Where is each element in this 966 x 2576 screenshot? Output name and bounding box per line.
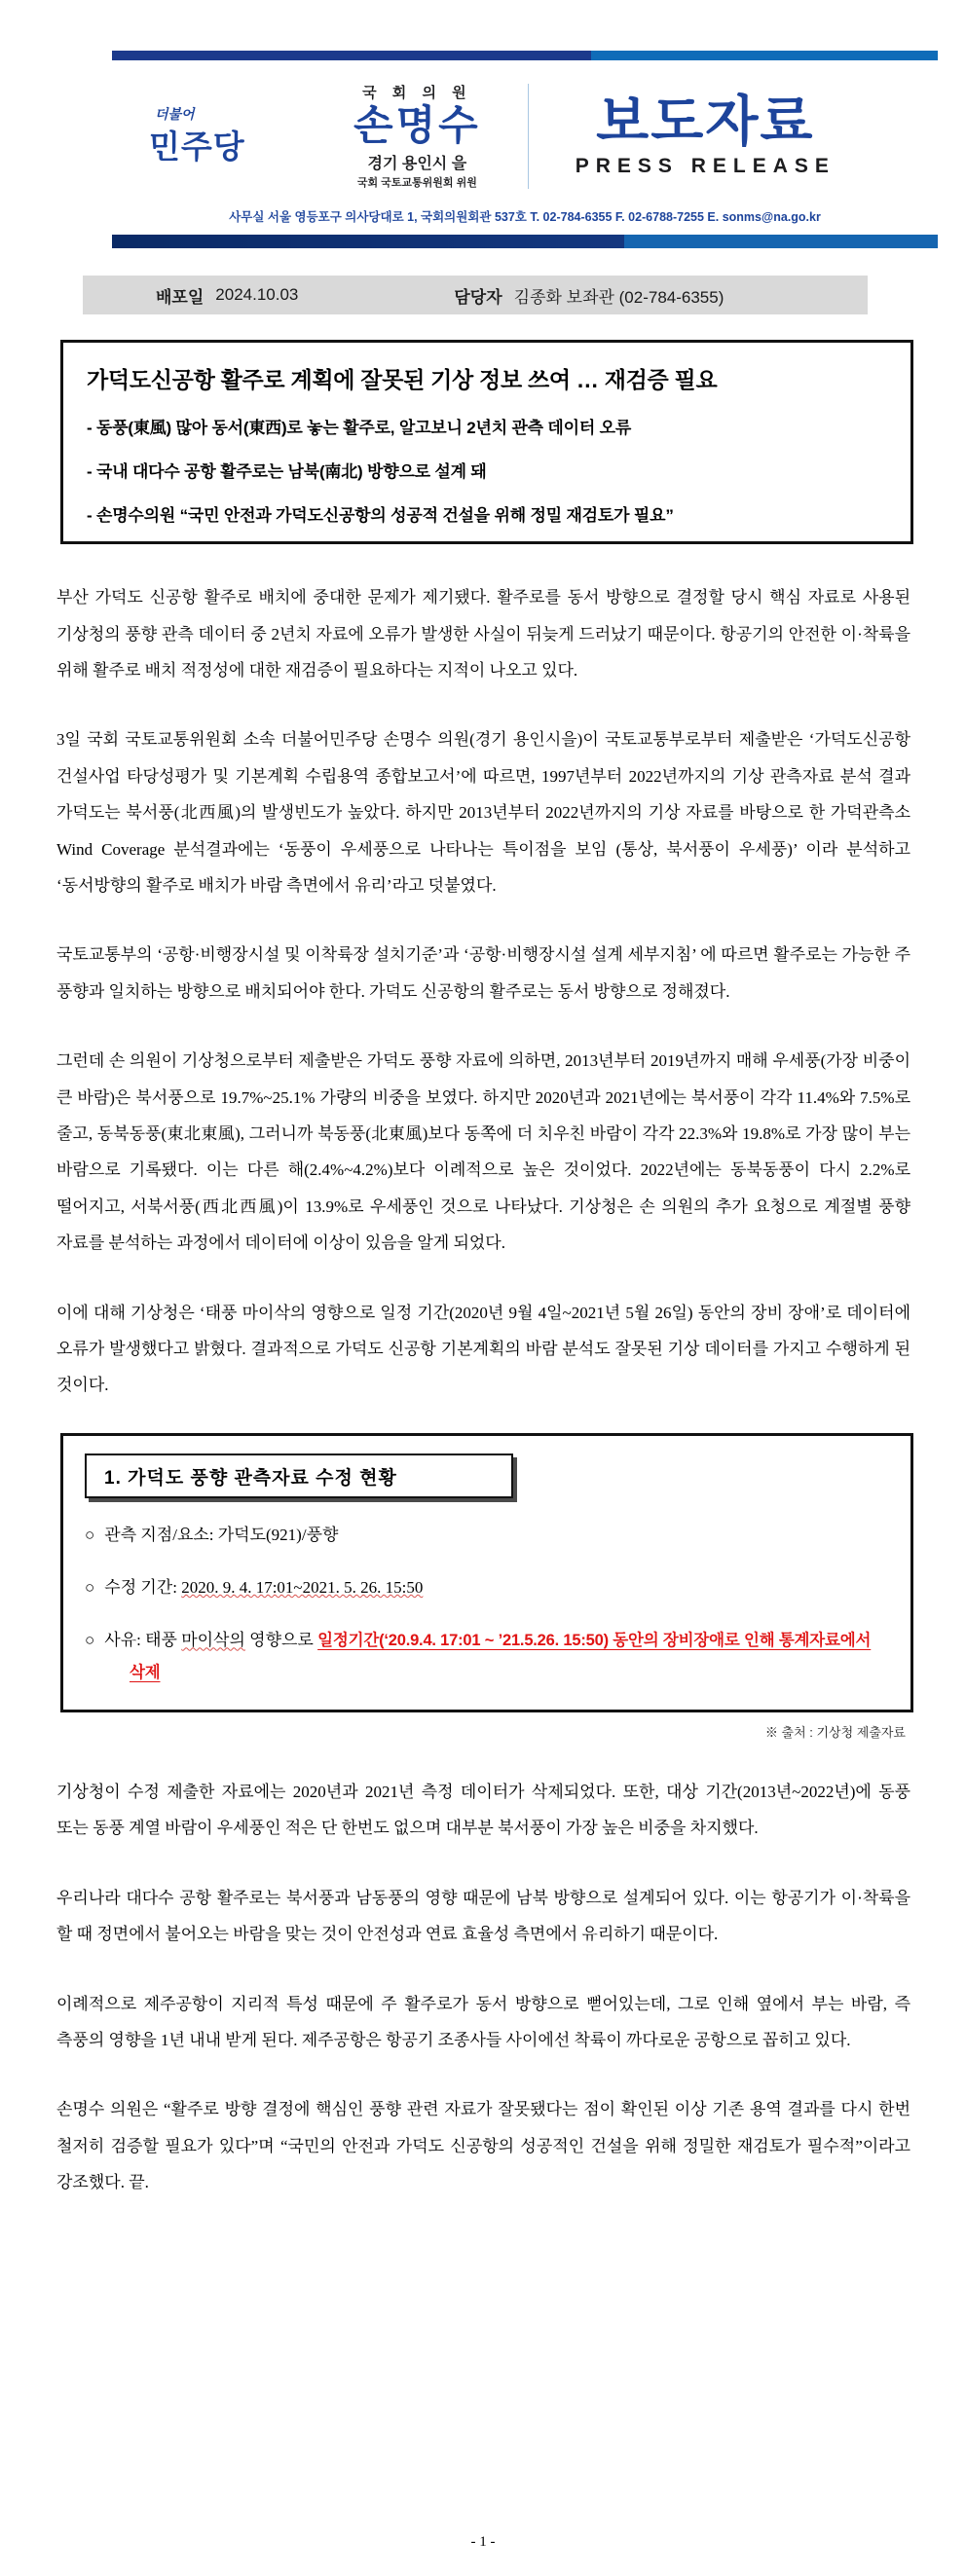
- release-date-label: 배포일: [156, 287, 204, 307]
- header-divider: [528, 84, 529, 189]
- wind-data-correction-box: [60, 1433, 913, 1712]
- party-logo: [149, 104, 295, 167]
- body-paragraph-3: 국토교통부의 ‘공항·비행장시설 및 이착륙장 설치기준’과 ‘공항·비행장시설 설계 세부지침’ 에 따르면 활주로는 가능한 주 풍향과 일치하는 방향으로 배치되어야 한다. 가덕도 신공항의 활주로는 동서 방향으로 정해졌다.: [56, 945, 910, 1001]
- correction-box-heading: 1. 가덕도 풍향 관측자료 수정 현황: [85, 1454, 513, 1498]
- release-date-value: 2024.10.03: [215, 285, 299, 305]
- member-name: 손명수: [353, 102, 481, 148]
- letterhead-bottom-bar: [112, 235, 938, 248]
- party-logo-text: 민주당: [149, 129, 245, 166]
- typhoon-name: 마이삭의: [181, 1631, 245, 1650]
- page-number: - 1 -: [470, 2534, 496, 2550]
- document-type-korean: 보도자료: [596, 91, 815, 153]
- reason-label: 사유: 태풍: [104, 1631, 182, 1650]
- bottom-bar-navy-segment: [112, 235, 624, 248]
- manager-label: 담당자: [454, 287, 502, 307]
- member-committee: 국회 국토교통위원회 위원: [356, 177, 477, 190]
- member-district: 경기 용인시 을: [367, 156, 467, 173]
- row-marker-circle: ○: [85, 1578, 95, 1598]
- member-identity: [353, 82, 481, 190]
- headline-box: [60, 340, 913, 544]
- row-marker-circle: ○: [85, 1631, 95, 1650]
- headline-bullet-2: - 국내 대다수 공항 활주로는 남북(南北) 방향으로 설계 돼: [87, 462, 487, 482]
- observation-point-text: 관측 지점/요소: 가덕도(921)/풍향: [104, 1525, 339, 1544]
- body-paragraph-4: 그런데 손 의원이 기상청으로부터 제출받은 가덕도 풍향 자료에 의하면, 2013년부터 2019년까지 매해 우세풍(가장 비중이 큰 바람)은 북서풍으로 19.7%~25.1% 가량의 비중을 보였다. 하지만 2020년과 2021년에는 북서풍이 각각 11.4%와 7.5%로 줄고, 동북동풍(東北東風), 그러니까 북동풍(北東風)보다 동쪽에 더 치우친 바람이 각각 22.3%와 19.8%로 가장 많이 부는 바람으로 기록됐다. 이는 다른 해(2.4%~4.2%)보다 이례적으로 높은 것이었다. 2022년에는 동북동풍이 다시 2.2%로 떨어지고, 서북서풍(西北西風)이 13.9%로 우세풍인 것으로 나타났다. 기상청은 손 의원의 추가 요청으로 계절별 풍향 자료를 분석하는 과정에서 데이터에 이상이 있음을 알게 되었다.: [56, 1051, 910, 1253]
- bottom-bar-blue-segment: [624, 235, 938, 248]
- letterhead-main: [112, 60, 938, 196]
- body-paragraph-8: 이례적으로 제주공항이 지리적 특성 때문에 주 활주로가 동서 방향으로 뻗어있는데, 그로 인해 옆에서 부는 바람, 즉 측풍의 영향을 1년 내내 받게 된다. 제주공항은 항공기 조종사들 사이에선 착륙이 까다로운 공항으로 꼽히고 있다.: [56, 1994, 910, 2049]
- body-paragraph-9: 손명수 의원은 “활주로 방향 결정에 핵심인 풍향 관련 자료가 잘못됐다는 점이 확인된 이상 기존 용역 결과를 다시 한번 철저히 검증할 필요가 있다”며 “국민의 안전과 가덕도 신공항의 성공적인 건설을 위해 정밀한 재검토가 필수적”이라고 강조했다. 끝.: [56, 2100, 910, 2192]
- headline-bullet-1: - 동풍(東風) 많아 동서(東西)로 놓는 활주로, 알고보니 2년치 관측 데이터 오류: [87, 419, 632, 438]
- top-bar-blue-segment: [591, 51, 938, 60]
- source-note: ※ 출처 : 기상청 제출자료: [764, 1725, 906, 1740]
- document-type-english: PRESS RELEASE: [575, 155, 836, 178]
- letterhead-top-bar: [112, 51, 938, 60]
- correction-row-observation: [85, 1520, 889, 1551]
- correction-row-reason: [85, 1625, 889, 1688]
- body-paragraph-7: 우리나라 대다수 공항 활주로는 북서풍과 남동풍의 영향 때문에 남북 방향으로 설계되어 있다. 이는 항공기가 이·착륙을 할 때 정면에서 불어오는 바람을 맞는 것이 안전성과 연료 효율성 측면에서 유리하기 때문이다.: [56, 1888, 910, 1944]
- manager-value: 김종화 보좌관 (02-784-6355): [513, 287, 724, 307]
- body-paragraph-6: 기상청이 수정 제출한 자료에는 2020년과 2021년 측정 데이터가 삭제되었다. 또한, 대상 기간(2013년~2022년)에 동풍 또는 동풍 계열 바람이 우세풍인 적은 단 한번도 없으며 대부분 북서풍이 가장 높은 비중을 차지했다.: [56, 1783, 910, 1838]
- reason-middle-text: 영향으로: [244, 1631, 318, 1650]
- document-type: [576, 93, 836, 178]
- headline-bullet-3: - 손명수의원 “국민 안전과 가덕도신공항의 성공적 건설을 위해 정밀 재검토가 필요”: [87, 506, 674, 526]
- distribution-meta-bar: [83, 276, 868, 314]
- row-marker-circle: ○: [85, 1525, 95, 1544]
- correction-period-label: 수정 기간:: [104, 1578, 182, 1598]
- body-paragraph-2: 3일 국회 국토교통위원회 소속 더불어민주당 손명수 의원(경기 용인시을)이 국토교통부로부터 제출받은 ‘가덕도신공항 건설사업 타당성평가 및 기본계획 수립용역 종합보고서’에 따르면, 1997년부터 2022년까지의 기상 관측자료 분석 결과 가덕도는 북서풍(北西風)의 발생빈도가 높았다. 하지만 2013년부터 2022년까지의 기상 자료를 바탕으로 한 가덕관측소 Wind Coverage 분석결과에는 ‘동풍이 우세풍으로 나타나는 특이점을 보임 (통상, 북서풍이 우세풍)’ 이라 분석하고 ‘동서방향의 활주로 배치가 바람 측면에서 유리’라고 덧붙였다.: [56, 730, 910, 896]
- top-bar-navy-segment: [112, 51, 591, 60]
- body-paragraph-5: 이에 대해 기상청은 ‘태풍 마이삭의 영향으로 일정 기간(2020년 9월 4일~2021년 5월 26일) 동안의 장비 장애’로 데이터에 오류가 발생했다고 밝혔다. 결과적으로 가덕도 신공항 기본계획의 바람 분석도 잘못된 기상 데이터를 가지고 수행하게 된 것이다.: [56, 1303, 910, 1395]
- party-logo-small-text: 더불어: [155, 106, 195, 123]
- correction-period-value: 2020. 9. 4. 17:01~2021. 5. 26. 15:50: [181, 1578, 424, 1598]
- member-role: 국 회 의 원: [362, 85, 472, 101]
- correction-row-period: [85, 1572, 889, 1603]
- letterhead: [112, 51, 938, 248]
- body-paragraph-1: 부산 가덕도 신공항 활주로 배치에 중대한 문제가 제기됐다. 활주로를 동서 방향으로 결정할 당시 핵심 자료로 사용된 기상청의 풍향 관측 데이터 중 2년치 자료에 오류가 발생한 사실이 뒤늦게 드러났기 때문이다. 항공기의 안전한 이·착륙을 위해 활주로 배치 적정성에 대한 재검증이 필요하다는 지적이 나오고 있다.: [56, 588, 910, 681]
- deleted-period-highlight: 일정기간(‘20.9.4. 17:01 ~ ’21.5.26. 15:50) 동안의 장비장애로 인해 통계자료에서 삭제: [130, 1632, 872, 1681]
- office-contact-line: 사무실 서울 영등포구 의사당대로 1, 국회의원회관 537호 T. 02-784-6355 F. 02-6788-7255 E. sonms@na.go.kr: [229, 210, 821, 225]
- headline-title: 가덕도신공항 활주로 계획에 잘못된 기상 정보 쓰여 … 재검증 필요: [87, 367, 718, 393]
